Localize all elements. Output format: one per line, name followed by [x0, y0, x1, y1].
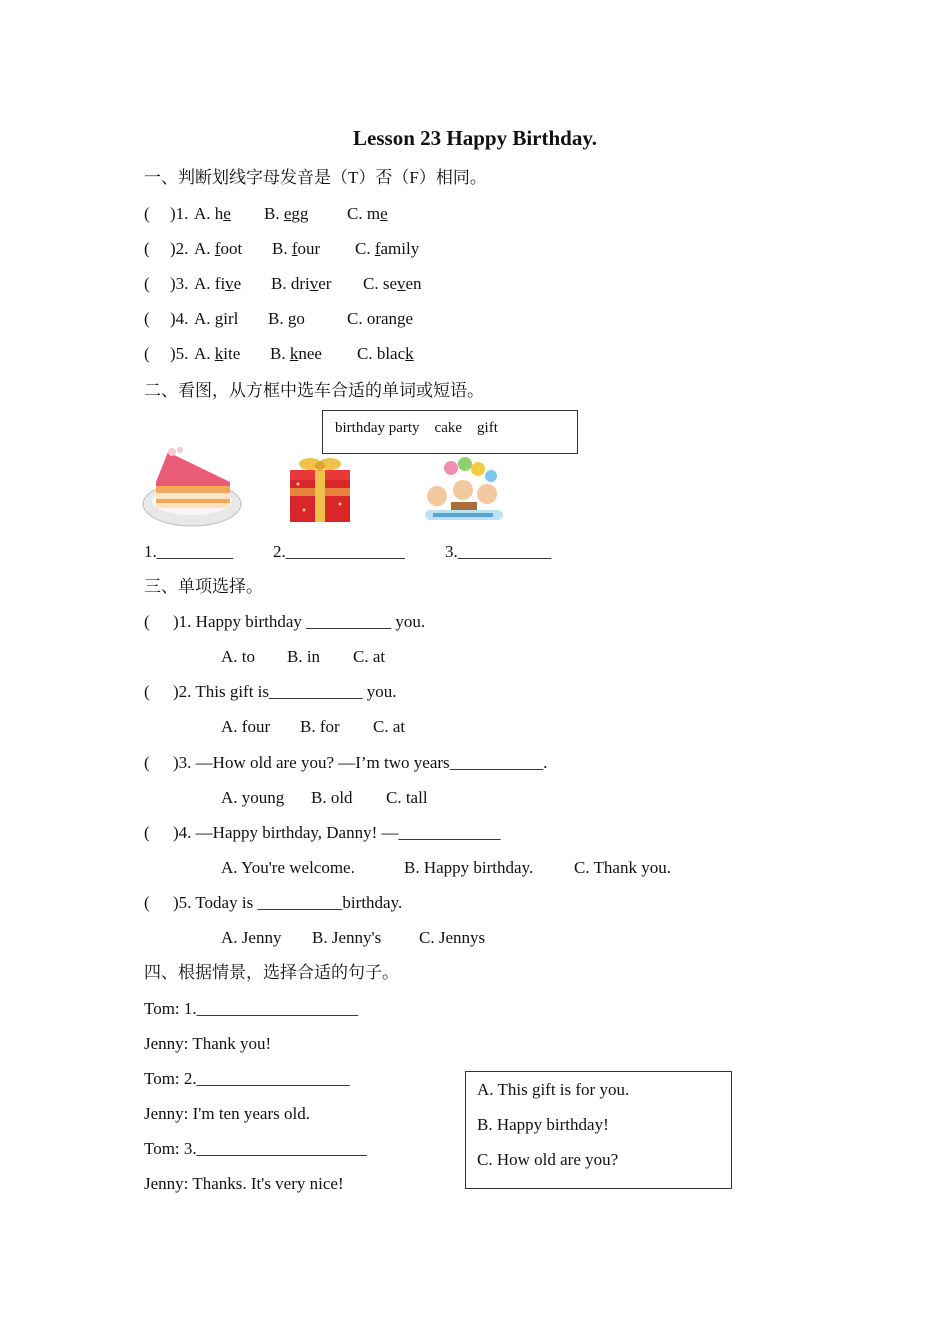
option-text: B. dri	[271, 274, 310, 293]
option-text: A.	[194, 239, 215, 258]
question-number: )1.	[170, 204, 189, 223]
underlined-letter: k	[214, 344, 224, 363]
picture-answer-blank[interactable]: 1._________	[144, 542, 234, 561]
answer-paren[interactable]: (	[144, 274, 150, 293]
underlined-letter: v	[225, 274, 234, 293]
question-text: )1. Happy birthday __________ you.	[173, 612, 426, 631]
option-b	[264, 203, 308, 225]
underlined-letter: f	[214, 239, 221, 258]
answer-paren[interactable]: (	[144, 823, 150, 842]
underlined-letter: k	[289, 344, 299, 363]
underlined-letter: v	[397, 274, 406, 293]
option-text: ite	[223, 344, 241, 363]
sentence-option: A. This gift is for you.	[477, 1080, 630, 1099]
option-text: C. m	[347, 204, 381, 223]
option-text: nee	[298, 344, 322, 363]
option-text: our	[297, 239, 321, 258]
underlined-letter: f	[291, 239, 298, 258]
gift-image	[284, 454, 356, 526]
option-text: e	[405, 309, 414, 328]
choice-option[interactable]: A. to	[221, 647, 255, 666]
choice-option[interactable]: C. Thank you.	[574, 858, 671, 877]
underlined-letter: g	[287, 309, 297, 328]
underlined-letter: v	[309, 274, 319, 293]
option-b	[268, 308, 305, 330]
answer-paren[interactable]: (	[144, 344, 150, 363]
option-c	[363, 273, 422, 295]
option-text: C. blac	[357, 344, 406, 363]
option-text: e	[233, 274, 242, 293]
page-title: Lesson 23 Happy Birthday.	[353, 126, 597, 150]
answer-paren[interactable]: (	[144, 682, 150, 701]
option-text: B.	[272, 239, 292, 258]
option-text: oot	[220, 239, 243, 258]
question-text: )5. Today is __________birthday.	[173, 893, 403, 912]
section4-heading: 四、根据情景，选择合适的句子。	[144, 963, 399, 982]
option-text: er	[318, 274, 332, 293]
dialog-line: Tom: 3.____________________	[144, 1139, 367, 1158]
dialog-line: Jenny: I'm ten years old.	[144, 1104, 310, 1123]
option-text: amily	[380, 239, 420, 258]
sentence-options-box	[465, 1071, 732, 1189]
option-c	[347, 203, 388, 225]
option-text: A.	[194, 344, 215, 363]
option-text: B.	[264, 204, 284, 223]
option-text: irl	[223, 309, 239, 328]
option-text: B.	[268, 309, 288, 328]
choice-option[interactable]: A. Jenny	[221, 928, 282, 947]
option-text: C.	[355, 239, 375, 258]
question-text: )3. —How old are you? —I’m two years___________.	[173, 753, 548, 772]
dialog-line: Jenny: Thank you!	[144, 1034, 272, 1053]
underlined-letter: f	[374, 239, 381, 258]
option-a	[194, 273, 241, 295]
choice-option[interactable]: B. Jenny's	[312, 928, 382, 947]
section3-heading: 三、单项选择。	[144, 577, 263, 596]
option-text: o	[296, 309, 305, 328]
section1-heading: 一、判断划线字母发音是（T）否（F）相同。	[144, 168, 487, 187]
underlined-letter: e	[223, 204, 231, 223]
section2-heading: 二、看图，从方框中选车合适的单词或短语。	[144, 381, 484, 400]
question-number: )3.	[170, 274, 189, 293]
option-c	[355, 238, 419, 260]
option-text: B.	[270, 344, 290, 363]
option-a	[194, 308, 238, 330]
option-text: C. se	[363, 274, 397, 293]
picture-answer-blank[interactable]: 2.______________	[273, 542, 405, 561]
choice-option[interactable]: B. in	[287, 647, 321, 666]
question-number: )4.	[170, 309, 189, 328]
answer-paren[interactable]: (	[144, 239, 150, 258]
choice-option[interactable]: C. at	[373, 717, 406, 736]
dialog-line: Tom: 2.__________________	[144, 1069, 350, 1088]
underlined-letter: e	[283, 204, 292, 223]
option-text: A.	[194, 309, 215, 328]
answer-paren[interactable]: (	[144, 753, 150, 772]
choice-option[interactable]: C. tall	[386, 788, 428, 807]
choice-option[interactable]: C. Jennys	[419, 928, 486, 947]
option-a	[194, 203, 231, 225]
option-text: gg	[291, 204, 309, 223]
option-text: C. oran	[347, 309, 398, 328]
choice-option[interactable]: A. You're welcome.	[221, 858, 355, 877]
word-box	[322, 410, 578, 454]
question-text: )4. —Happy birthday, Danny! —____________	[173, 823, 501, 842]
answer-paren[interactable]: (	[144, 309, 150, 328]
underlined-letter: g	[397, 309, 406, 328]
answer-paren[interactable]: (	[144, 612, 150, 631]
sentence-option: C. How old are you?	[477, 1150, 619, 1169]
underlined-letter: e	[380, 204, 388, 223]
choice-option[interactable]: A. four	[221, 717, 271, 736]
answer-paren[interactable]: (	[144, 204, 150, 223]
option-c	[347, 308, 413, 330]
cake-image	[142, 446, 244, 530]
option-text: A. fi	[194, 274, 226, 293]
choice-option[interactable]: A. young	[221, 788, 285, 807]
underlined-letter: g	[214, 309, 224, 328]
choice-option[interactable]: C. at	[353, 647, 386, 666]
answer-paren[interactable]: (	[144, 893, 150, 912]
question-number: )5.	[170, 344, 189, 363]
word-box-text: birthday party cake gift	[335, 420, 498, 436]
option-c	[357, 343, 414, 365]
option-text: A. h	[194, 204, 224, 223]
dialog-line: Jenny: Thanks. It's very nice!	[144, 1174, 344, 1193]
option-b	[272, 238, 320, 260]
option-a	[194, 343, 240, 365]
dialog-line: Tom: 1.___________________	[144, 999, 359, 1018]
choice-option[interactable]: B. Happy birthday.	[404, 858, 534, 877]
party-image	[421, 456, 507, 528]
question-number: )2.	[170, 239, 189, 258]
choice-option[interactable]: B. for	[300, 717, 340, 736]
picture-answer-blank[interactable]: 3.___________	[445, 542, 552, 561]
option-a	[194, 238, 242, 260]
underlined-letter: k	[405, 344, 414, 363]
sentence-option: B. Happy birthday!	[477, 1115, 609, 1134]
option-b	[270, 343, 322, 365]
choice-option[interactable]: B. old	[311, 788, 353, 807]
question-text: )2. This gift is___________ you.	[173, 682, 397, 701]
option-b	[271, 273, 331, 295]
option-text: en	[405, 274, 422, 293]
